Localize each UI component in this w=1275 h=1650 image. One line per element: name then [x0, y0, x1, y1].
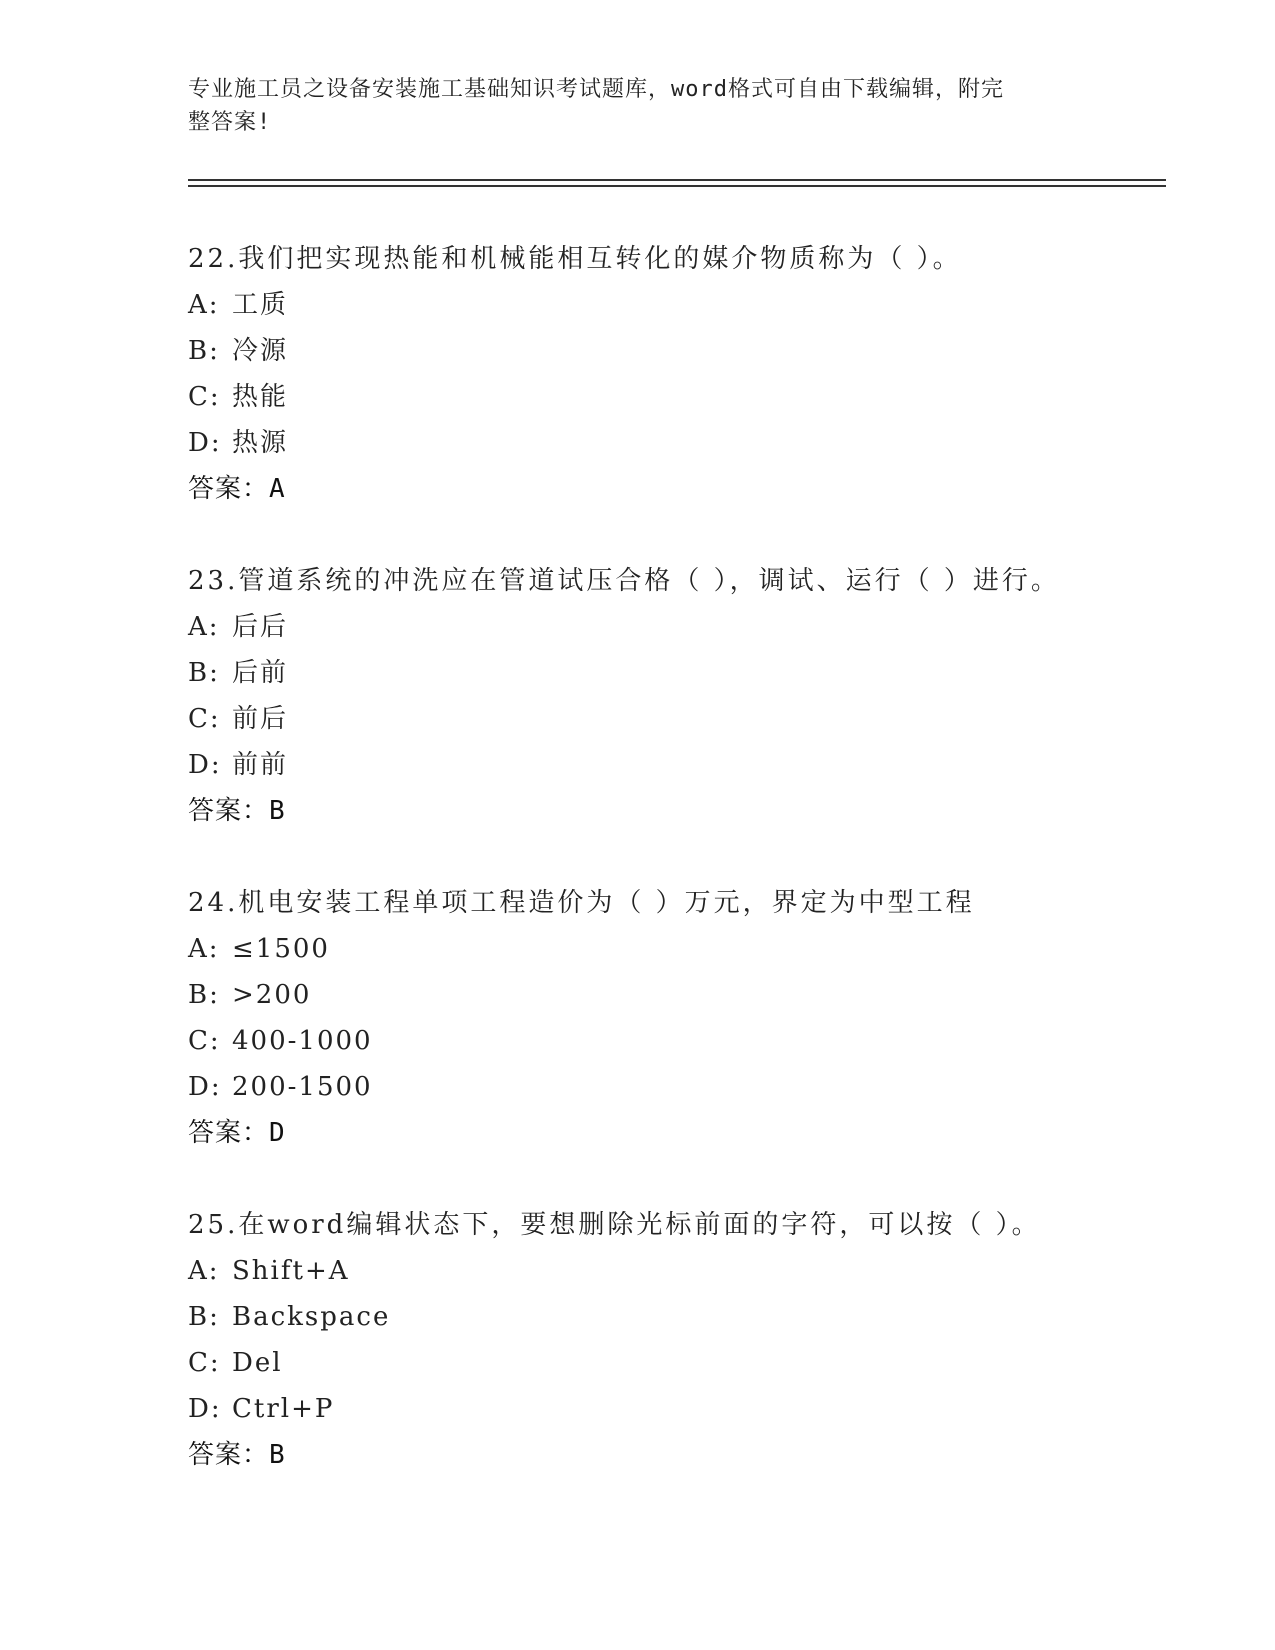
- question-stem: 25.在word编辑状态下，要想删除光标前面的字符，可以按（ ）。: [188, 1210, 1041, 1240]
- option-key: C:: [188, 382, 221, 412]
- answer-line: 答案：D: [188, 1118, 286, 1148]
- option-text: ≤1500: [232, 934, 330, 964]
- option-text: Del: [232, 1348, 283, 1378]
- option-text: Shift+A: [232, 1256, 350, 1286]
- option-b: [188, 650, 1168, 696]
- header-divider-bottom: [188, 185, 1166, 187]
- option-text: 后后: [232, 612, 289, 642]
- option-key: A:: [188, 290, 220, 320]
- option-key: B:: [188, 1302, 220, 1332]
- option-d: [188, 1386, 1168, 1432]
- question-23: [188, 558, 1168, 880]
- option-key: D:: [188, 1394, 222, 1424]
- option-c: [188, 1018, 1168, 1064]
- question-stem: 23.管道系统的冲洗应在管道试压合格（ ），调试、运行（ ）进行。: [188, 566, 1060, 596]
- question-25: [188, 1202, 1168, 1524]
- option-d: [188, 742, 1168, 788]
- answer-line: 答案：B: [188, 1440, 286, 1470]
- question-list: [188, 236, 1168, 1524]
- option-key: B:: [188, 336, 220, 366]
- option-key: D:: [188, 1072, 222, 1102]
- option-key: B:: [188, 980, 220, 1010]
- answer-line: 答案：B: [188, 796, 286, 826]
- header-title-line-2: 整答案!: [188, 110, 272, 135]
- option-key: A:: [188, 1256, 220, 1286]
- option-text: 冷源: [232, 336, 289, 366]
- option-b: [188, 972, 1168, 1018]
- option-text: 200-1500: [232, 1072, 373, 1102]
- option-b: [188, 1294, 1168, 1340]
- answer-line: 答案：A: [188, 474, 286, 504]
- option-c: [188, 696, 1168, 742]
- header-title-line-1: 专业施工员之设备安装施工基础知识考试题库，word格式可自由下载编辑，附完: [188, 77, 1004, 102]
- option-text: Backspace: [232, 1302, 391, 1332]
- option-key: A:: [188, 612, 220, 642]
- option-text: 后前: [232, 658, 289, 688]
- option-key: D:: [188, 750, 222, 780]
- document-header: [188, 73, 1068, 139]
- option-key: D:: [188, 428, 222, 458]
- option-text: 工质: [232, 290, 289, 320]
- option-a: [188, 926, 1168, 972]
- option-d: [188, 1064, 1168, 1110]
- option-text: 400-1000: [232, 1026, 373, 1056]
- option-a: [188, 282, 1168, 328]
- option-text: 热能: [232, 382, 289, 412]
- option-key: A:: [188, 934, 220, 964]
- option-key: C:: [188, 1026, 221, 1056]
- question-24: [188, 880, 1168, 1202]
- option-text: 前后: [232, 704, 289, 734]
- question-stem: 24.机电安装工程单项工程造价为（ ）万元，界定为中型工程: [188, 888, 975, 918]
- option-key: C:: [188, 704, 221, 734]
- option-b: [188, 328, 1168, 374]
- question-stem: 22.我们把实现热能和机械能相互转化的媒介物质称为（ ）。: [188, 244, 962, 274]
- option-d: [188, 420, 1168, 466]
- option-c: [188, 374, 1168, 420]
- option-text: >200: [232, 980, 312, 1010]
- option-c: [188, 1340, 1168, 1386]
- option-key: C:: [188, 1348, 221, 1378]
- option-a: [188, 1248, 1168, 1294]
- option-text: 热源: [232, 428, 289, 458]
- option-text: 前前: [232, 750, 289, 780]
- option-key: B:: [188, 658, 220, 688]
- option-text: Ctrl+P: [232, 1394, 335, 1424]
- header-divider-top: [188, 179, 1166, 181]
- question-22: [188, 236, 1168, 558]
- option-a: [188, 604, 1168, 650]
